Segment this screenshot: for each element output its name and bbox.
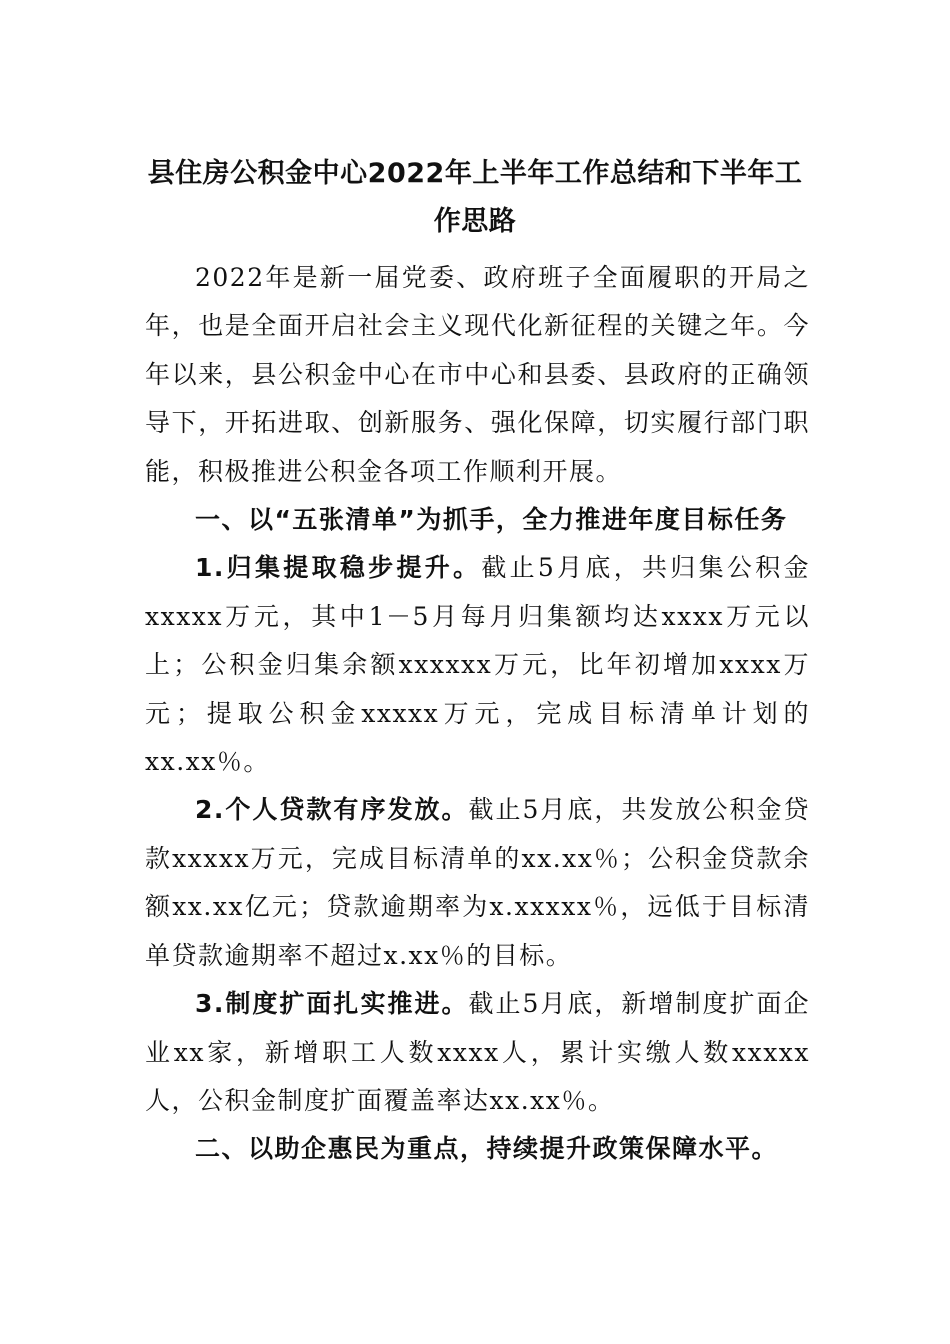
- item-lead-3: 3.制度扩面扎实推进。: [195, 989, 469, 1019]
- item-text-3: 截止5月底，新增制度扩面企业xx家，新增职工人数xxxx人，累计实缴人数xxxxx人，公积金制度扩面覆盖率达xx.xx％。: [145, 989, 810, 1115]
- item-paragraph-2: [145, 786, 810, 980]
- item-lead-1: 1.归集提取稳步提升。: [195, 553, 482, 583]
- intro-paragraph: 2022年是新一届党委、政府班子全面履职的开局之年，也是全面开启社会主义现代化新征程的关键之年。今年以来，县公积金中心在市中心和县委、县政府的正确领导下，开拓进取、创新服务、强化保障，切实履行部门职能，积极推进公积金各项工作顺利开展。: [145, 263, 810, 486]
- document-body: [145, 254, 810, 1174]
- item-lead-2: 2.个人贷款有序发放。: [195, 795, 469, 825]
- section-heading-2: 二、以助企惠民为重点，持续提升政策保障水平。: [195, 1134, 779, 1164]
- item-text-1: 截止5月底，共归集公积金xxxxx万元，其中1－5月每月归集额均达xxxx万元以上；公积金归集余额xxxxxx万元，比年初增加xxxx万元；提取公积金xxxxx万元，完成目标清单计划的xx.xx％。: [145, 553, 810, 777]
- document-title: 县住房公积金中心2022年上半年工作总结和下半年工作思路: [147, 158, 803, 237]
- item-text-2: 截止5月底，共发放公积金贷款xxxxx万元，完成目标清单的xx.xx％；公积金贷款余额xx.xx亿元；贷款逾期率为x.xxxxx％，远低于目标清单贷款逾期率不超过x.xx％的目标。: [145, 795, 810, 970]
- item-paragraph-3: [145, 980, 810, 1125]
- section-heading-1: 一、以“五张清单”为抓手，全力推进年度目标任务: [195, 505, 788, 535]
- item-paragraph-1: [145, 544, 810, 786]
